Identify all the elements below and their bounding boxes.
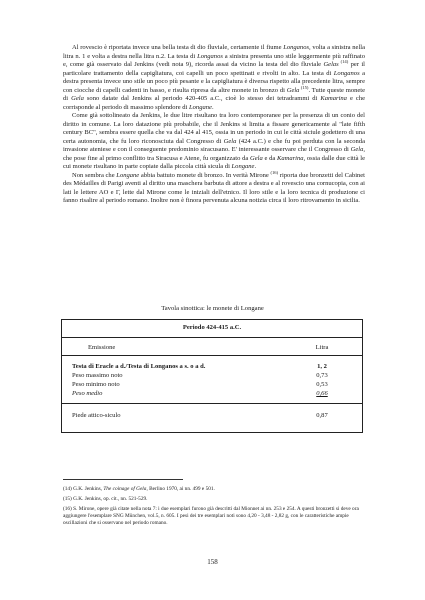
paragraph-text: a destra presenta invece uno stile un poco più pesante e la capigliatura è diversa rispetto alla precedente litra, sempre con ciocche di capelli cadenti in basso, e risulta ripresa da altre monete in bronzo di bbox=[63, 69, 366, 94]
footnotes bbox=[63, 486, 365, 530]
table-rule bbox=[62, 337, 362, 338]
paragraph-italic: Kamarina bbox=[320, 95, 347, 102]
paragraph-text: e che corrisponde al periodo di massimo splendore di bbox=[63, 95, 366, 111]
table-caption: Tavola sinottica: le monete di Longane bbox=[161, 305, 264, 312]
paragraph-text: . bbox=[254, 163, 257, 170]
paragraph-italic: Gela bbox=[250, 154, 263, 162]
table-col-emissione: Emissione bbox=[88, 344, 116, 351]
table-row-value: 0,73 bbox=[316, 372, 328, 379]
paragraph-text: riporta due bronzetti del Cabinet des Médailles di Parigi aventi al diritto una maschera barbuta di attore a destra e al rovescio una cornucopia, con ai lati le lettere AO e Γ, lette dal Mirone come le iniziali dell'etnico. Il loro stile e la loro tecnica di produzione ci fanno risalire al periodo romano. Inoltre non è finora pervenuta alcuna notizia circa il loro ritrovamento in sicilia. bbox=[63, 171, 366, 204]
footnote bbox=[63, 486, 365, 493]
footnote-number: (16) bbox=[63, 506, 74, 512]
footnote-text: G.K. Jenkins, bbox=[73, 486, 104, 492]
table-row-label: Peso minimo noto bbox=[72, 381, 120, 388]
paragraph-text: , ossia dalle due città le cui monete risultano in parte copiate dalla piccola città sicula di bbox=[63, 154, 365, 170]
paragraph bbox=[63, 44, 365, 112]
paragraph-text: abbia battuto monete di bronzo. In verità Mirone bbox=[139, 171, 271, 179]
paragraph-text: . Tutte queste monete di bbox=[63, 86, 365, 102]
paragraph-italic: Gela bbox=[223, 137, 237, 145]
table-row-value: 0,66 bbox=[316, 390, 328, 397]
paragraph-italic: Longane bbox=[231, 163, 255, 170]
body-text bbox=[63, 44, 365, 206]
paragraph-text: Al rovescio è riportata invece una bella testa di dio fluviale, certamente il fiume bbox=[72, 44, 284, 51]
paragraph-italic: Longanos bbox=[283, 44, 310, 51]
footnote bbox=[63, 496, 365, 503]
paragraph-text: e da bbox=[262, 154, 277, 162]
paragraph-italic: Gela bbox=[71, 95, 84, 102]
table-col-litra: Litra bbox=[315, 344, 329, 351]
footnote-ref: (14) bbox=[338, 58, 349, 64]
footnote-number: (14) bbox=[63, 486, 74, 492]
footnote-separator bbox=[63, 479, 183, 480]
paragraph-italic: Longane bbox=[189, 103, 212, 111]
paragraph-italic: Longanos bbox=[197, 52, 223, 60]
paragraph-text: per il particolare trattamento della capigliatura, coi capelli un poco spettinati e rivolti in alto. La testa di bbox=[63, 61, 366, 77]
paragraph-text: Non sembra che bbox=[72, 171, 117, 179]
table-period-header: Periodo 424-415 a.C. bbox=[182, 324, 242, 331]
table-row-label: Testa di Eracle a d./Testa di Longanos a s. o a d. bbox=[72, 363, 206, 370]
paragraph-text: . bbox=[211, 103, 214, 111]
footnote-text: , Berlino 1970, ai nn. 499 e 501. bbox=[146, 486, 215, 492]
footnote-ref: (16) bbox=[270, 169, 279, 175]
paragraph-text: (424 a.C.) e che fu poi perduta con la seconda invasione ateniese e con il conseguente predominio siracusano. E' interessante osservare che il Congresso di bbox=[63, 137, 365, 153]
paragraph-text: sono datate dal Jenkins al periodo 420-405 a.C., cioè lo stesso dei tetradrammi di bbox=[83, 95, 321, 102]
paragraph-italic: Gelas bbox=[323, 61, 339, 68]
paragraph-text: , volta a sinistra nella litra n. 1 e volta a destra nella litra n.2. La testa di bbox=[63, 44, 365, 60]
paragraph-italic: Gela bbox=[350, 146, 364, 153]
table-row-label: Peso medio bbox=[72, 390, 103, 397]
paragraph-text: , che pose fine al primo conflitto tra Siracusa e Atene, fu organizzato da bbox=[63, 146, 365, 162]
table-footer-label: Piede attico-siculo bbox=[72, 412, 121, 419]
table-row-label: Peso massimo noto bbox=[72, 372, 123, 379]
footnote-text: G.K. Jenkins, op. cit., nn. 521-529. bbox=[73, 496, 148, 502]
footnote-text: S. Mirone, opere già citate nella nota 7: i due esemplari furono già descritti dal Mionnet ai nn. 253 e 254. A questi bronzetti si deve ora aggiungere l'esemplare SNG München, vol.5, n. 605. I pesi dei tre esemplari noti sono 4,20 - 3,48 - 2,82 g, con le caratteristiche ampie oscillazioni che si osservano nel periodo romano. bbox=[63, 506, 359, 526]
synoptic-table bbox=[61, 319, 363, 433]
paragraph-text: a sinistra presenta uno stile leggermente più raffinato e, come già osservato dal Jenkins (vedi nota 9), ricorda assai da vicino la testa del dio fluviale bbox=[63, 52, 365, 68]
footnote-ref: (15) bbox=[299, 84, 309, 90]
paragraph-italic: Longane bbox=[116, 171, 140, 179]
table-rule bbox=[62, 355, 362, 356]
footnote bbox=[63, 506, 365, 527]
footnote-italic: The coinage of Gela bbox=[103, 486, 147, 492]
page-number: 158 bbox=[207, 558, 218, 566]
paragraph-text: Come già sottolineato da Jenkins, le due litre risultano tra loro contemporanee per la presenza di un conio del diritto in comune. La loro datazione più probabile, che il Jenkins si limita a fissare genericamente al "late fifth century BC", sembra essere quella che va dal 424 al 415, ossia in un periodo in cui le città siciule godettero di una certa autonomia, che fu loro riconosciuta dal Congresso di bbox=[63, 112, 365, 145]
paragraph-italic: Longanos bbox=[333, 69, 360, 77]
paragraph-italic: Gela bbox=[286, 86, 300, 94]
table-row-value: 1, 2 bbox=[317, 363, 327, 370]
table-rule bbox=[62, 403, 362, 404]
table-row-value: 0,53 bbox=[316, 381, 328, 388]
paragraph bbox=[63, 169, 366, 206]
paragraph-italic: Kamarina bbox=[276, 154, 304, 162]
table-footer-value: 0,87 bbox=[316, 412, 328, 419]
footnote-number: (15) bbox=[63, 496, 74, 502]
